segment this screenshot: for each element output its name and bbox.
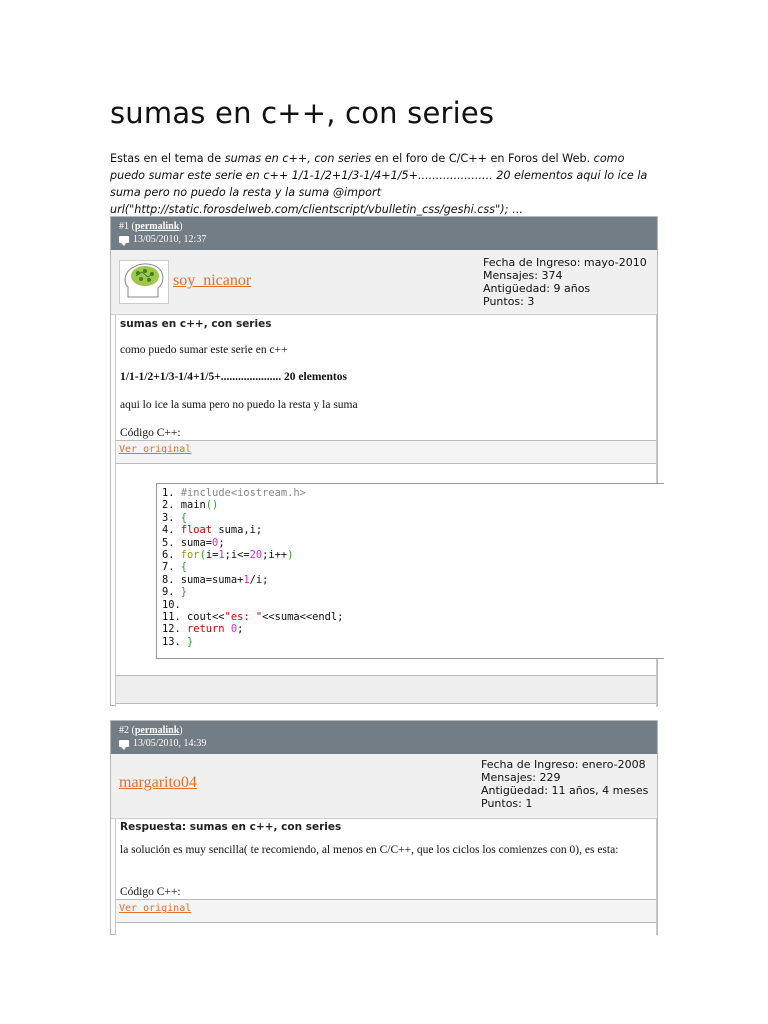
message-icon bbox=[119, 740, 129, 747]
brain-avatar-icon bbox=[120, 261, 168, 303]
intro-prefix: Estas en el tema de bbox=[110, 152, 225, 165]
username-link[interactable]: soy_nicanor bbox=[173, 272, 252, 289]
join-date: Fecha de Ingreso: enero-2008 bbox=[481, 758, 646, 771]
user-info bbox=[483, 256, 647, 308]
code-line bbox=[162, 636, 664, 648]
code-token: ;i++ bbox=[262, 549, 288, 562]
user-bar bbox=[111, 250, 657, 315]
code-label: Código C++: bbox=[120, 886, 181, 898]
code-token: 6. bbox=[162, 549, 181, 562]
code-token: ( bbox=[199, 549, 206, 562]
view-original-link[interactable]: Ver original bbox=[119, 444, 192, 455]
code-token: 11. cout<< bbox=[162, 611, 225, 624]
code-token: float bbox=[180, 524, 213, 537]
code-token: { bbox=[180, 511, 188, 524]
code-token: 1 bbox=[218, 549, 225, 562]
code-token: 12. bbox=[162, 623, 188, 636]
post-header-bar: #1 (permalink) 13/05/2010, 12:37 bbox=[111, 217, 657, 250]
code-token: "es: " bbox=[224, 611, 263, 624]
code-token: <<suma<<endl; bbox=[262, 611, 344, 624]
code-line bbox=[162, 574, 664, 586]
code-token: } bbox=[180, 586, 188, 599]
code-token: 0 bbox=[212, 536, 219, 549]
post-number: #2 bbox=[119, 725, 129, 736]
code-token: return bbox=[187, 623, 225, 636]
code-line bbox=[162, 599, 664, 611]
code-toolbar bbox=[116, 899, 656, 923]
post-text-line: la solución es muy sencilla( te recomiendo, al menos en C/C++, que los ciclos los comienzes con 0), es esta: bbox=[120, 844, 619, 856]
code-token: 20 bbox=[249, 549, 263, 562]
seniority: Antigüedad: 11 años, 4 meses bbox=[481, 784, 649, 797]
code-token: i= bbox=[205, 549, 219, 562]
code-line bbox=[162, 549, 664, 561]
message-icon bbox=[119, 236, 129, 243]
intro-ellipsis: ... bbox=[508, 203, 523, 216]
user-bar bbox=[111, 754, 657, 819]
post-subject: Respuesta: sumas en c++, con series bbox=[120, 821, 342, 833]
code-token: ; bbox=[237, 623, 244, 636]
code-line bbox=[162, 537, 664, 549]
post-subject: sumas en c++, con series bbox=[120, 318, 272, 330]
post-text-line: como puedo sumar este serie en c++ bbox=[120, 344, 288, 356]
message-count: Mensajes: 374 bbox=[483, 269, 563, 282]
post-number: #1 bbox=[119, 221, 129, 232]
post-date: 13/05/2010, 12:37 bbox=[133, 234, 207, 245]
code-token: 7. bbox=[162, 561, 181, 574]
code-token: { bbox=[180, 561, 188, 574]
code-token: ;i<= bbox=[224, 549, 250, 562]
intro-middle: en el foro de C/C++ en Foros del Web. bbox=[371, 152, 594, 165]
join-date: Fecha de Ingreso: mayo-2010 bbox=[483, 256, 647, 269]
message-count: Mensajes: 229 bbox=[481, 771, 561, 784]
user-info bbox=[481, 758, 648, 810]
code-line bbox=[162, 487, 664, 499]
post-date: 13/05/2010, 14:39 bbox=[133, 738, 207, 749]
permalink-link[interactable]: permalink bbox=[134, 725, 180, 736]
code-token: 4. bbox=[162, 524, 181, 537]
code-line bbox=[162, 611, 664, 623]
code-line bbox=[162, 499, 664, 511]
username-link[interactable]: margarito04 bbox=[119, 774, 197, 791]
view-original-link[interactable]: Ver original bbox=[119, 903, 192, 914]
code-token: 2. main bbox=[162, 499, 206, 512]
code-token: /i; bbox=[249, 573, 269, 586]
post-2 bbox=[110, 720, 658, 935]
post-1 bbox=[110, 216, 658, 706]
code-token: suma,i; bbox=[212, 524, 263, 537]
code-token: 3. bbox=[162, 511, 181, 524]
post-text-line: aqui lo ice la suma pero no puedo la resta y la suma bbox=[120, 399, 358, 411]
code-line bbox=[162, 512, 664, 524]
code-block bbox=[156, 483, 664, 659]
code-token: 1 bbox=[243, 573, 250, 586]
code-toolbar bbox=[116, 440, 656, 464]
code-token: 1. bbox=[162, 487, 181, 499]
page-title: sumas en c++, con series bbox=[110, 96, 495, 130]
code-token: } bbox=[187, 635, 194, 648]
code-token: ) bbox=[287, 549, 294, 562]
intro-topic: sumas en c++, con series bbox=[224, 152, 372, 165]
code-token: 8. suma=suma+ bbox=[162, 573, 244, 586]
code-token: 9. bbox=[162, 586, 181, 599]
avatar[interactable] bbox=[119, 260, 169, 304]
intro-excerpt: como puedo sumar este serie en c++ 1/1-1/2+1/3-1/4+1/5+..................... 20 elementos aqui lo ice la suma pero no puedo la resta y la suma @import url("http://static.forosdelweb.com/clientscript/vbulletin_css/geshi.css"); bbox=[110, 152, 648, 216]
code-token: ; bbox=[218, 536, 225, 549]
code-token: #include<iostream.h> bbox=[180, 487, 306, 499]
post-body bbox=[115, 315, 657, 707]
post-body bbox=[115, 819, 657, 935]
code-token: for bbox=[180, 549, 200, 562]
permalink-link[interactable]: permalink bbox=[134, 221, 180, 232]
code-token: 0 bbox=[230, 623, 238, 636]
intro-paragraph bbox=[110, 150, 658, 218]
points: Puntos: 1 bbox=[481, 797, 533, 810]
code-token: () bbox=[205, 499, 219, 512]
post-series-line: 1/1-1/2+1/3-1/4+1/5+..................... 20 elementos bbox=[120, 371, 347, 383]
post-header-bar: #2 (permalink) 13/05/2010, 14:39 bbox=[111, 721, 657, 754]
code-line bbox=[162, 561, 664, 573]
points: Puntos: 3 bbox=[483, 295, 535, 308]
code-line bbox=[162, 524, 664, 536]
code-line bbox=[162, 623, 664, 635]
code-token: 10. bbox=[162, 598, 181, 611]
code-label: Código C++: bbox=[120, 427, 181, 439]
code-token: 5. suma= bbox=[162, 536, 213, 549]
post-footer-bar bbox=[116, 675, 656, 704]
seniority: Antigüedad: 9 años bbox=[483, 282, 591, 295]
code-line bbox=[162, 586, 664, 598]
code-token: 13. bbox=[162, 635, 188, 648]
